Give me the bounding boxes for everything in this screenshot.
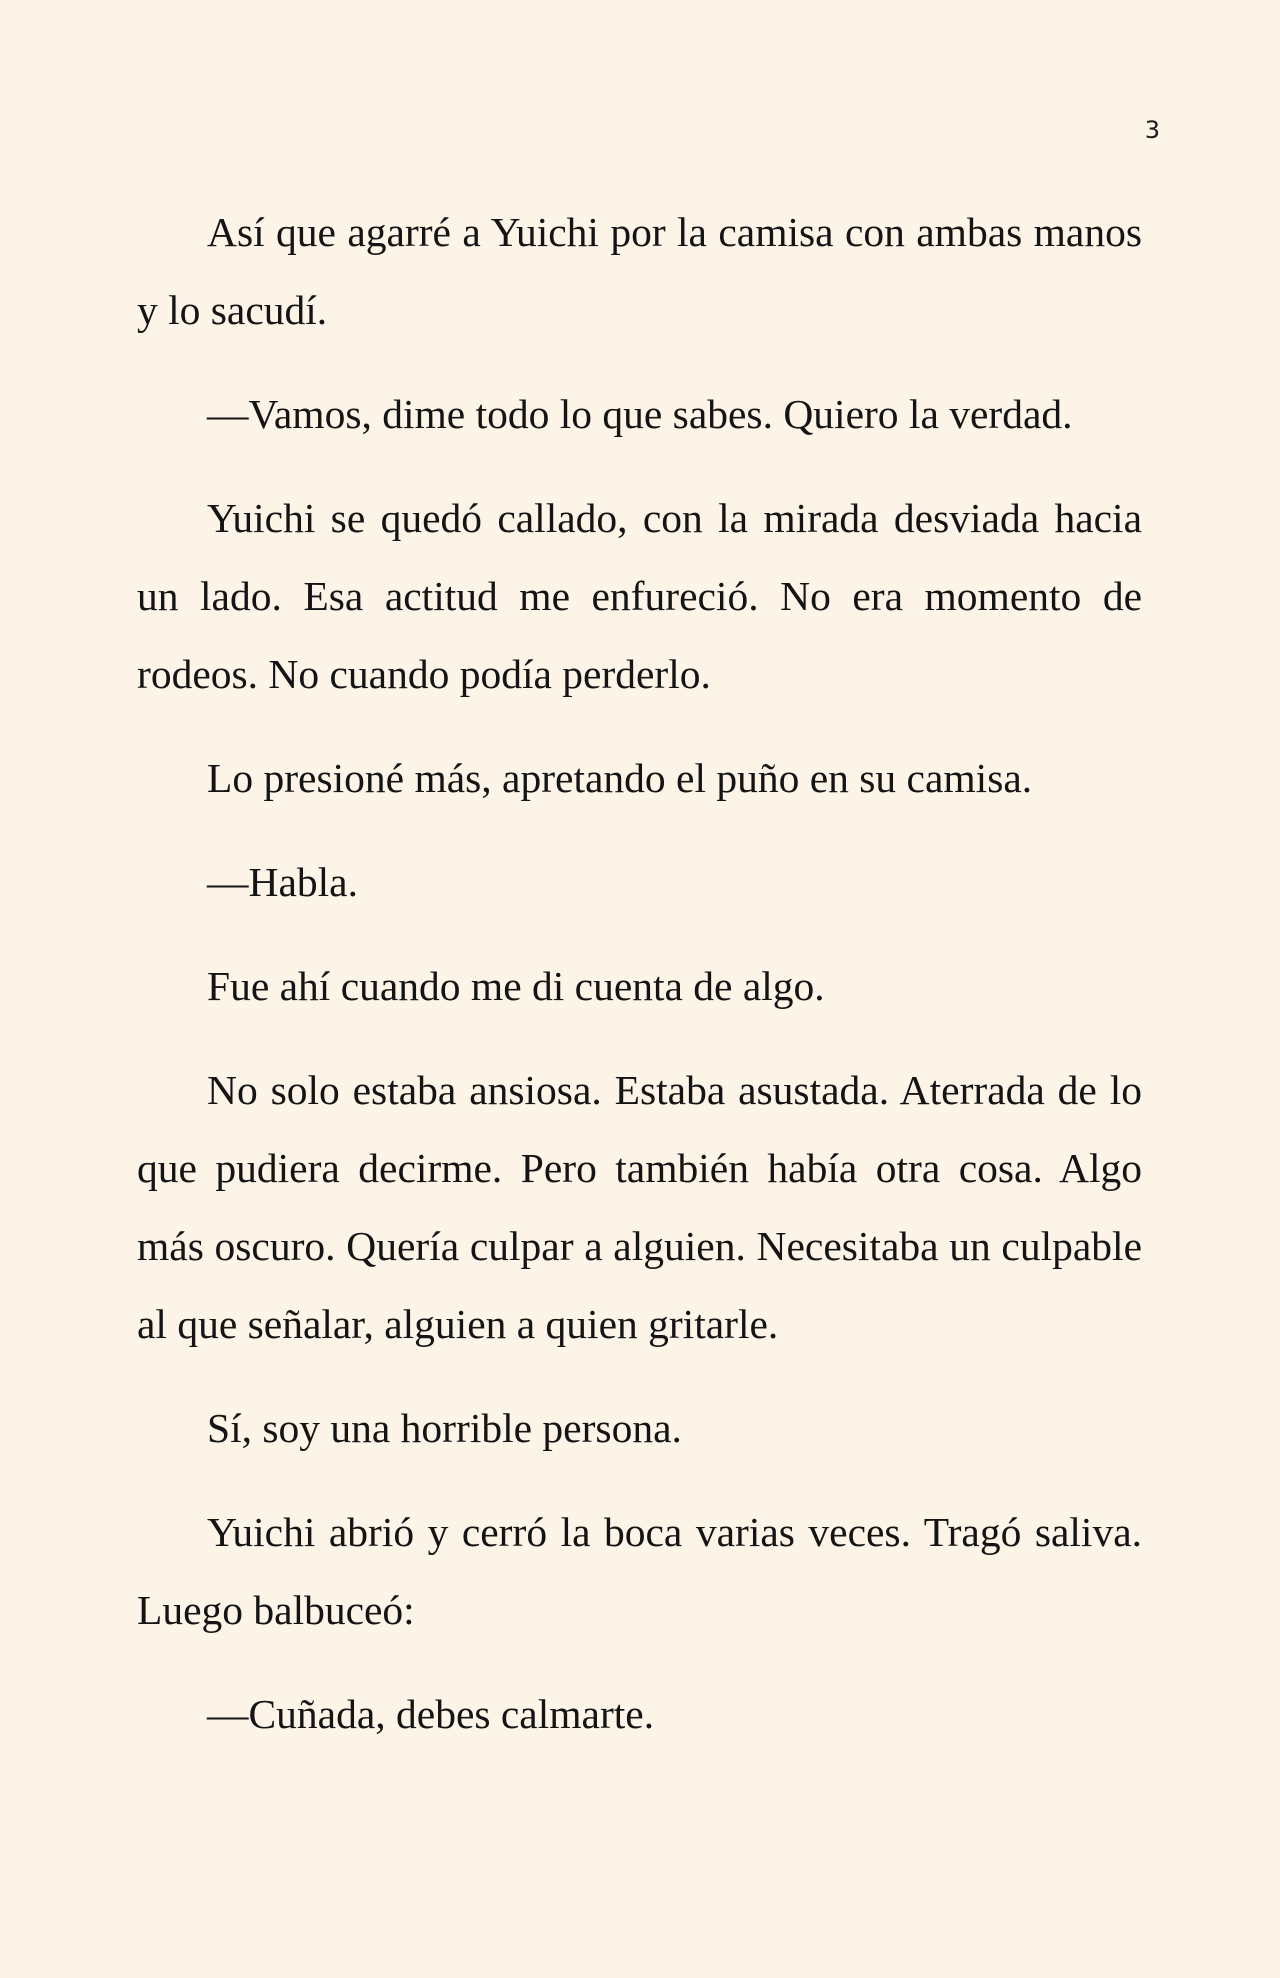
paragraph: Yuichi se quedó callado, con la mirada desviada hacia un lado. Esa actitud me enfureció. No era momento de rodeos. No cuando podía perderlo. bbox=[137, 495, 1142, 697]
paragraph-dialogue: —Vamos, dime todo lo que sabes. Quiero la verdad. bbox=[207, 391, 1073, 437]
paragraph: Lo presioné más, apretando el puño en su camisa. bbox=[207, 755, 1033, 801]
paragraph: Sí, soy una horrible persona. bbox=[207, 1405, 682, 1451]
paragraph: Fue ahí cuando me di cuenta de algo. bbox=[207, 963, 825, 1009]
paragraph-dialogue: —Cuñada, debes calmarte. bbox=[207, 1691, 655, 1737]
paragraph-dialogue: —Habla. bbox=[207, 859, 358, 905]
paragraph: No solo estaba ansiosa. Estaba asustada. Aterrada de lo que pudiera decirme. Pero también había otra cosa. Algo más oscuro. Quería culpar a alguien. Necesitaba un culpable al que señalar, alguien a quien gritarle. bbox=[137, 1067, 1142, 1347]
page-number: 3 bbox=[1144, 116, 1160, 144]
page-body-text bbox=[137, 193, 1142, 1779]
paragraph: Yuichi abrió y cerró la boca varias veces. Tragó saliva. Luego balbuceó: bbox=[137, 1509, 1142, 1633]
paragraph: Así que agarré a Yuichi por la camisa con ambas manos y lo sacudí. bbox=[137, 209, 1142, 333]
